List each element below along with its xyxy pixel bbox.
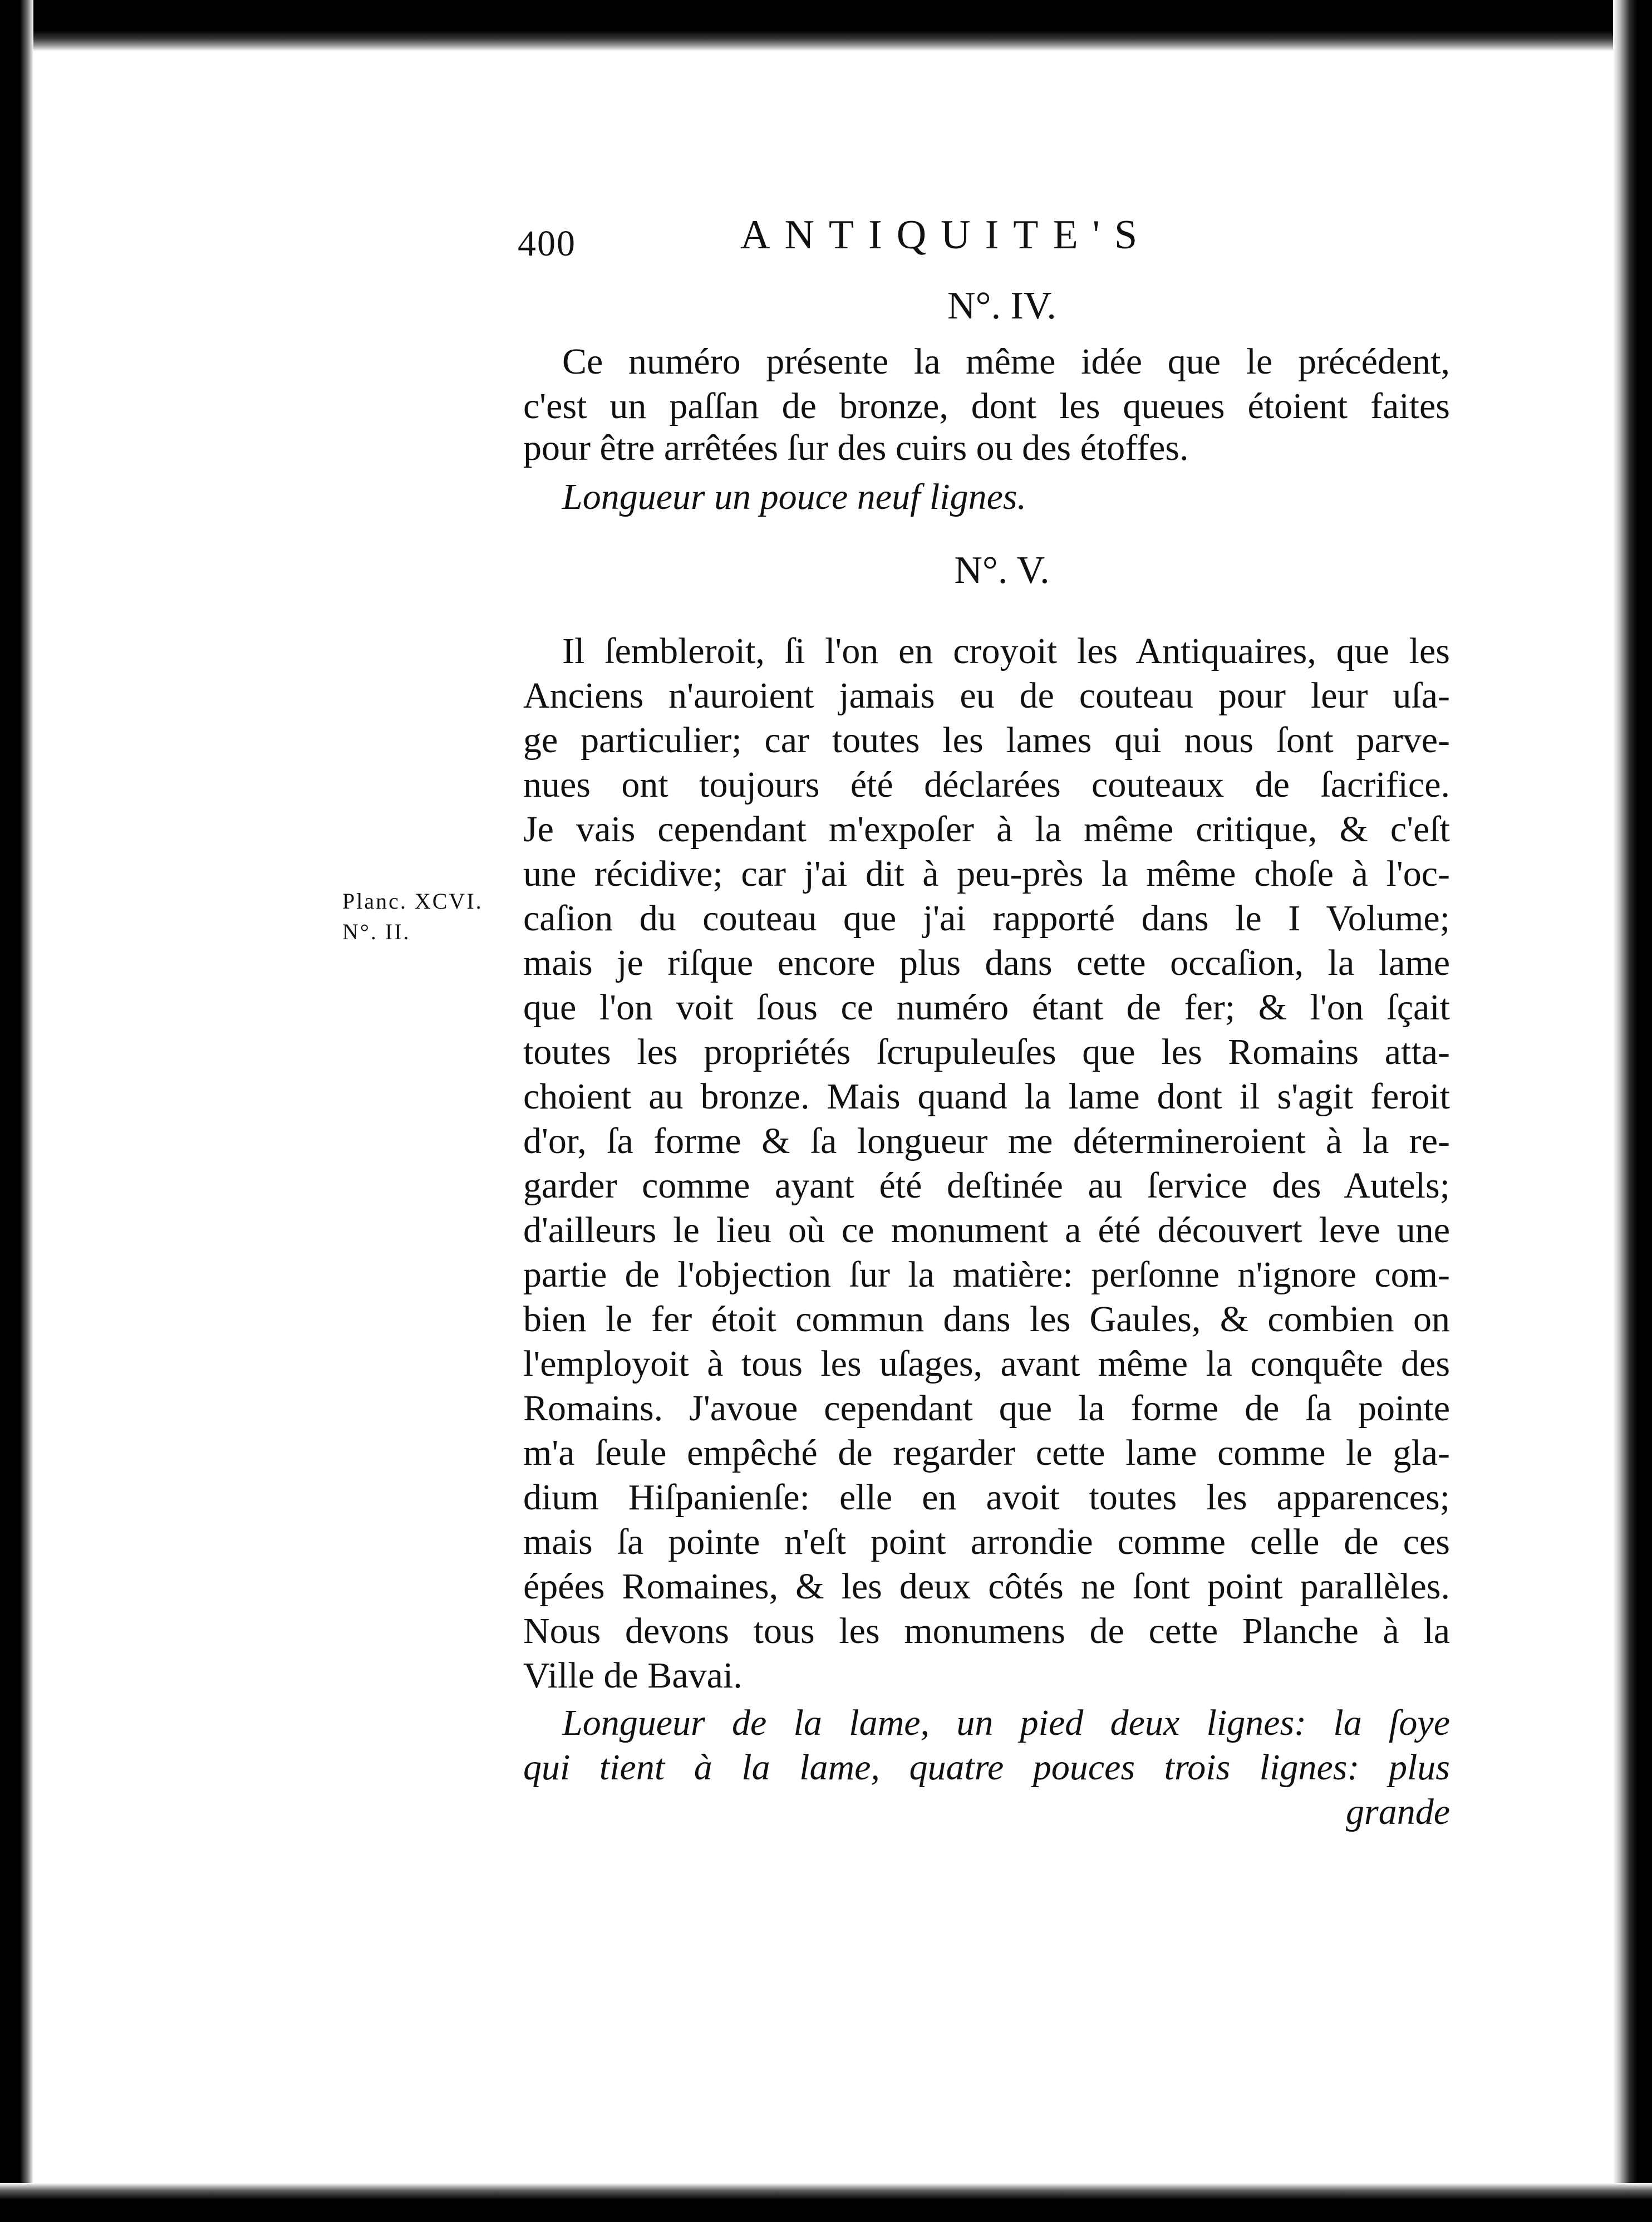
text-line: que l'on voit ſous ce numéro étant de fer; & l'on ſçait (523, 987, 1450, 1028)
text-line: m'a ſeule empêché de regarder cette lame comme le gla- (523, 1433, 1450, 1473)
text-line: ge particulier; car toutes les lames qui nous ſont parve- (523, 720, 1450, 761)
text-line: caſion du couteau que j'ai rapporté dans le I Volume; (523, 898, 1450, 939)
text-line: dium Hiſpanienſe: elle en avoit toutes les apparences; (523, 1477, 1450, 1518)
measure-line: qui tient à la lame, quatre pouces trois lignes: plus (523, 1747, 1450, 1788)
text-line: partie de l'objection ſur la matière: perſonne n'ignore com- (523, 1254, 1450, 1295)
margin-note-plate: Planc. XCVI. (342, 889, 483, 914)
text-line: c'est un paſſan de bronze, dont les queues étoient faites (523, 386, 1450, 426)
scan-border-bottom (0, 2183, 1652, 2222)
text-line: d'ailleurs le lieu où ce monument a été découvert leve une (523, 1210, 1450, 1250)
text-line: l'employoit à tous les uſages, avant même la conquête des (523, 1343, 1450, 1384)
text-line: nues ont toujours été déclarées couteaux de ſacrifice. (523, 764, 1450, 805)
measure-line: Longueur de la lame, un pied deux lignes: la ſoye (562, 1703, 1450, 1743)
running-head: ANTIQUITE'S (740, 212, 1152, 258)
page-number: 400 (518, 223, 576, 264)
catchword: grande (1346, 1792, 1450, 1832)
measure-note-iv: Longueur un pouce neuf lignes. (562, 477, 1027, 517)
text-line: Nous devons tous les monumens de cette Planche à la (523, 1611, 1450, 1651)
text-line: Il ſembleroit, ſi l'on en croyoit les Antiquaires, que les (562, 631, 1450, 671)
scan-border-right (1613, 0, 1652, 2222)
text-line: mais je riſque encore plus dans cette occaſion, la lame (523, 943, 1450, 983)
text-line: bien le fer étoit commun dans les Gaules, & combien on (523, 1299, 1450, 1340)
margin-note-number: N°. II. (342, 919, 411, 944)
text-line: Anciens n'auroient jamais eu de couteau pour leur uſa- (523, 675, 1450, 716)
text-line: épées Romaines, & les deux côtés ne ſont point parallèles. (523, 1566, 1450, 1607)
text-line: mais ſa pointe n'eſt point arrondie comme celle de ces (523, 1522, 1450, 1562)
text-line: pour être arrêtées ſur des cuirs ou des étoffes. (523, 428, 1189, 468)
section-heading-iv: N°. IV. (947, 285, 1056, 327)
text-line: une récidive; car j'ai dit à peu-près la même choſe à l'oc- (523, 854, 1450, 894)
scan-border-left (0, 0, 33, 2222)
text-line: d'or, ſa forme & ſa longueur me détermineroient à la re- (523, 1121, 1450, 1161)
text-line: Je vais cependant m'expoſer à la même critique, & c'eſt (523, 809, 1450, 850)
section-heading-v: N°. V. (954, 549, 1050, 592)
text-line: Ville de Bavai. (523, 1655, 743, 1696)
text-line: garder comme ayant été deſtinée au ſervice des Autels; (523, 1165, 1450, 1206)
text-line: toutes les propriétés ſcrupuleuſes que les Romains atta- (523, 1032, 1450, 1072)
text-line: Romains. J'avoue cependant que la forme de ſa pointe (523, 1388, 1450, 1429)
scan-border-top (0, 0, 1652, 51)
text-line: Ce numéro présente la même idée que le précédent, (562, 341, 1450, 382)
text-line: choient au bronze. Mais quand la lame dont il s'agit feroit (523, 1076, 1450, 1117)
